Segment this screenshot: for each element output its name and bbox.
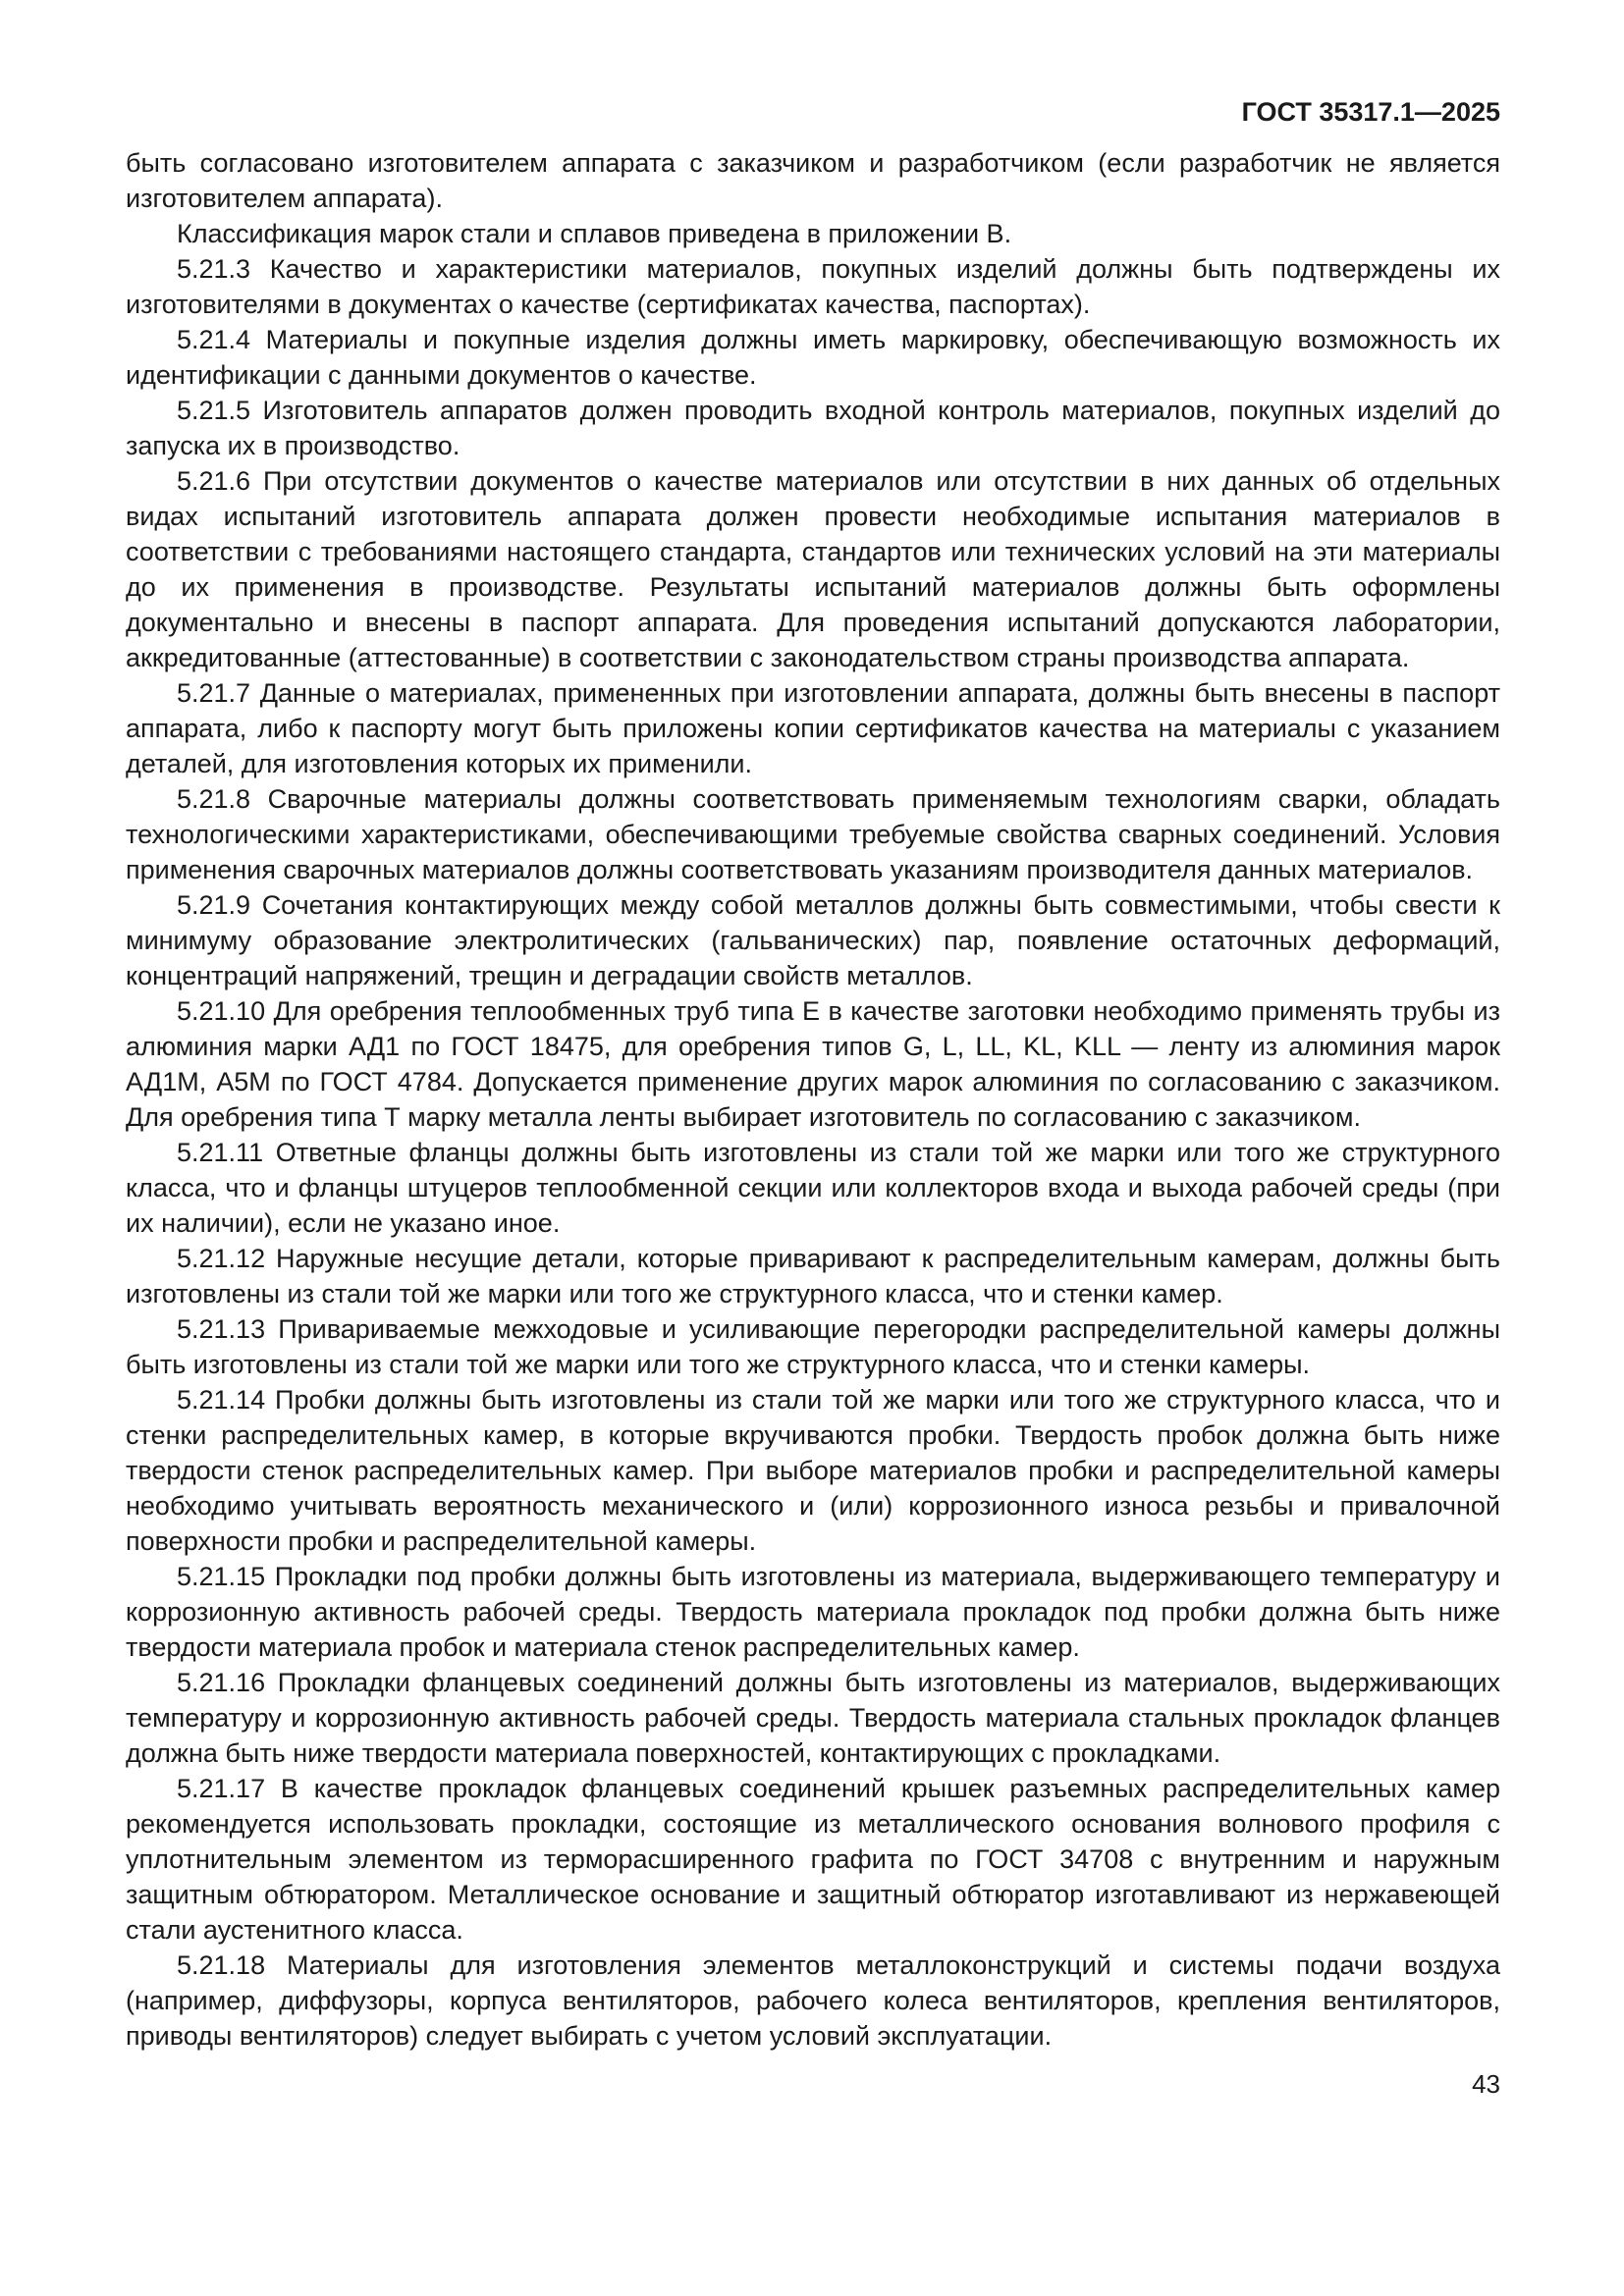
clause-5-21-7: 5.21.7 Данные о материалах, примененных при изготовлении аппарата, должны быть внесены в паспорт аппарата, либо к паспорту могут быть приложены копии сертификатов качества на материалы с указанием деталей, для изготовления которых их применили. bbox=[126, 678, 1500, 778]
clause-5-21-10: 5.21.10 Для оребрения теплообменных труб типа Е в качестве заготовки необходимо применять трубы из алюминия марки АД1 по ГОСТ 18475, для оребрения типов G, L, LL, KL, KLL — ленту из алюминия марок АД1М, А5М по ГОСТ 4784. Допускается применение других марок алюминия по согласованию с заказчиком. Для оребрения типа Т марку металла ленты выбирает изготовитель по согласованию с заказчиком. bbox=[126, 996, 1500, 1132]
document-body bbox=[126, 145, 1500, 2054]
clause-5-21-18: 5.21.18 Материалы для изготовления элементов металлоконструкций и системы подачи воздуха (например, диффузоры, корпуса вентиляторов, рабочего колеса вентиляторов, крепления вентиляторов, приводы вентиляторов) следует выбирать с учетом условий эксплуатации. bbox=[126, 1950, 1500, 2051]
clause-5-21-11: 5.21.11 Ответные фланцы должны быть изготовлены из стали той же марки или того же структурного класса, что и фланцы штуцеров теплообменной секции или коллекторов входа и выхода рабочей среды (при их наличии), если не указано иное. bbox=[126, 1138, 1500, 1238]
clause-5-21-17: 5.21.17 В качестве прокладок фланцевых соединений крышек разъемных распределительных камер рекомендуется использовать прокладки, состоящие из металлического основания волнового профиля с уплотнительным элементом из терморасширенного графита по ГОСТ 34708 с внутренним и наружным защитным обтюратором. Металлическое основание и защитный обтюратор изготавливают из нержавеющей стали аустенитного класса. bbox=[126, 1774, 1500, 1945]
clause-5-21-9: 5.21.9 Сочетания контактирующих между собой металлов должны быть совместимыми, чтобы свести к минимуму образование электролитических (гальванических) пар, появление остаточных деформаций, концентраций напряжений, трещин и деградации свойств металлов. bbox=[126, 890, 1500, 990]
paragraph-classification-note: Классификация марок стали и сплавов приведена в приложении В. bbox=[177, 219, 1012, 248]
document-code-header: ГОСТ 35317.1—2025 bbox=[1241, 97, 1500, 127]
clause-5-21-14: 5.21.14 Пробки должны быть изготовлены из стали той же марки или того же структурного класса, что и стенки распределительных камер, в которые вкручиваются пробки. Твердость пробок должна быть ниже твердости стенок распределительных камер. При выборе материалов пробки и распределительной камеры необходимо учитывать вероятность механического и (или) коррозионного износа резьбы и привалочной поверхности пробки и распределительной камеры. bbox=[126, 1385, 1500, 1556]
clause-5-21-4: 5.21.4 Материалы и покупные изделия должны иметь маркировку, обеспечивающую возможность их идентификации с данными документов о качестве. bbox=[126, 325, 1500, 390]
paragraph-continuation: быть согласовано изготовителем аппарата с заказчиком и разработчиком (если разработчик не является изготовителем аппарата). bbox=[126, 148, 1500, 213]
clause-5-21-12: 5.21.12 Наружные несущие детали, которые приваривают к распределительным камерам, должны быть изготовлены из стали той же марки или того же структурного класса, что и стенки камер. bbox=[126, 1244, 1500, 1308]
clause-5-21-13: 5.21.13 Привариваемые межходовые и усиливающие перегородки распределительной камеры должны быть изготовлены из стали той же марки или того же структурного класса, что и стенки камеры. bbox=[126, 1314, 1500, 1379]
clause-5-21-16: 5.21.16 Прокладки фланцевых соединений должны быть изготовлены из материалов, выдерживающих температуру и коррозионную активность рабочей среды. Твердость материала стальных прокладок фланцев должна быть ниже твердости материала поверхностей, контактирующих с прокладками. bbox=[126, 1668, 1500, 1768]
clause-5-21-15: 5.21.15 Прокладки под пробки должны быть изготовлены из материала, выдерживающего температуру и коррозионную активность рабочей среды. Твердость материала прокладок под пробки должна быть ниже твердости материала пробок и материала стенок распределительных камер. bbox=[126, 1562, 1500, 1662]
clause-5-21-3: 5.21.3 Качество и характеристики материалов, покупных изделий должны быть подтверждены их изготовителями в документах о качестве (сертификатах качества, паспортах). bbox=[126, 254, 1500, 319]
page-number: 43 bbox=[1472, 2069, 1500, 2099]
clause-5-21-6: 5.21.6 При отсутствии документов о качестве материалов или отсутствии в них данных об отдельных видах испытаний изготовитель аппарата должен провести необходимые испытания материалов в соответствии с требованиями настоящего стандарта, стандартов или технических условий на эти материалы до их применения в производстве. Результаты испытаний материалов должны быть оформлены документально и внесены в паспорт аппарата. Для проведения испытаний допускаются лаборатории, аккредитованные (аттестованные) в соответствии с законодательством страны производства аппарата. bbox=[126, 466, 1500, 672]
clause-5-21-8: 5.21.8 Сварочные материалы должны соответствовать применяемым технологиям сварки, обладать технологическими характеристиками, обеспечивающими требуемые свойства сварных соединений. Условия применения сварочных материалов должны соответствовать указаниям производителя данных материалов. bbox=[126, 784, 1500, 884]
clause-5-21-5: 5.21.5 Изготовитель аппаратов должен проводить входной контроль материалов, покупных изделий до запуска их в производство. bbox=[126, 396, 1500, 460]
